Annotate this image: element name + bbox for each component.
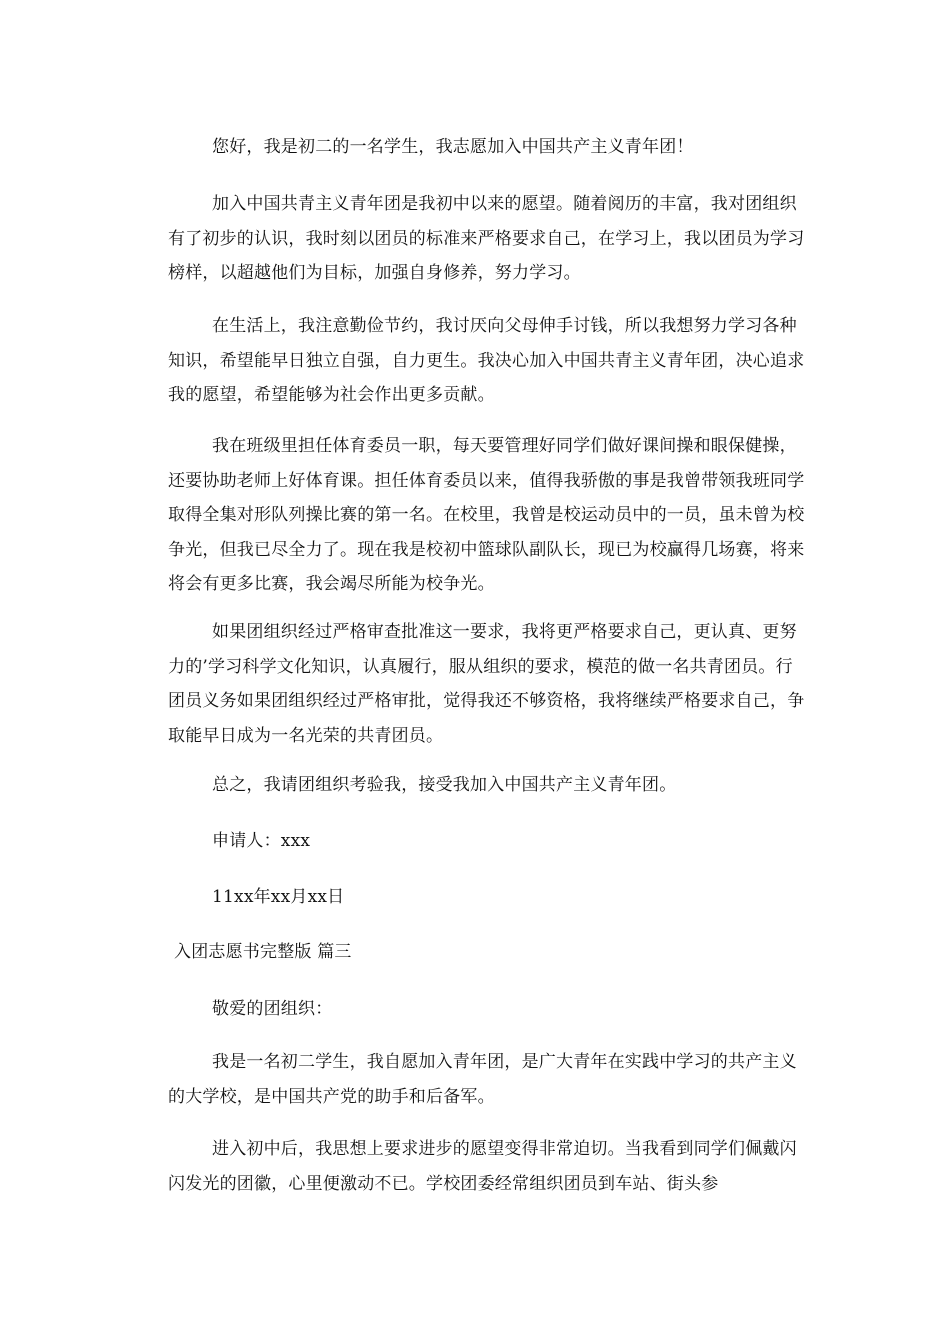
date-line: 11xx年xx月xx日 <box>212 887 345 907</box>
paragraph-greeting: 您好，我是初二的一名学生，我志愿加入中国共产主义青年团！ <box>212 137 694 157</box>
paragraph-conclusion: 总之，我请团组织考验我，接受我加入中国共产主义青年团。 <box>212 775 677 795</box>
paragraph-life: 在生活上，我注意勤俭节约，我讨厌向父母伸手讨钱，所以我想努力学习各种知识，希望能早日独立自强，自力更生。我决心加入中国共青主义青年团，决心追求我的愿望，希望能够为社会作出更多贡献。 <box>168 316 805 405</box>
paragraph-aspiration: 加入中国共青主义青年团是我初中以来的愿望。随着阅历的丰富，我对团组织有了初步的认识，我时刻以团员的标准来严格要求自己，在学习上，我以团员为学习榜样，以超越他们为目标，加强自身修养，努力学习。 <box>168 194 805 283</box>
paragraph-intro-2: 我是一名初二学生，我自愿加入青年团，是广大青年在实践中学习的共产主义的大学校，是中国共产党的助手和后备军。 <box>168 1052 797 1107</box>
paragraph-sports-committee: 我在班级里担任体育委员一职，每天要管理好同学们做好课间操和眼保健操，还要协助老师上好体育课。担任体育委员以来，值得我骄傲的事是我曾带领我班同学取得全集对形队列操比赛的第一名。在校里，我曾是校运动员中的一员，虽未曾为校争光，但我已尽全力了。现在我是校初中篮球队副队长，现已为校赢得几场赛，将来将会有更多比赛，我会竭尽所能为校争光。 <box>168 436 805 594</box>
paragraph-progress: 进入初中后，我思想上要求进步的愿望变得非常迫切。当我看到同学们佩戴闪闪发光的团徽，心里便激动不已。学校团委经常组织团员到车站、街头参 <box>168 1139 797 1194</box>
paragraph-commitment: 如果团组织经过严格审查批准这一要求，我将更严格要求自己，更认真、更努力的’学习科学文化知识，认真履行，服从组织的要求，模范的做一名共青团员。行团员义务如果团组织经过严格审批，觉得我还不够资格，我将继续严格要求自己，争取能早日成为一名光荣的共青团员。 <box>168 622 805 746</box>
salutation: 敬爱的团组织： <box>212 999 333 1019</box>
section-title: 入团志愿书完整版 篇三 <box>174 942 352 962</box>
applicant-line: 申请人：xxx <box>212 831 311 851</box>
